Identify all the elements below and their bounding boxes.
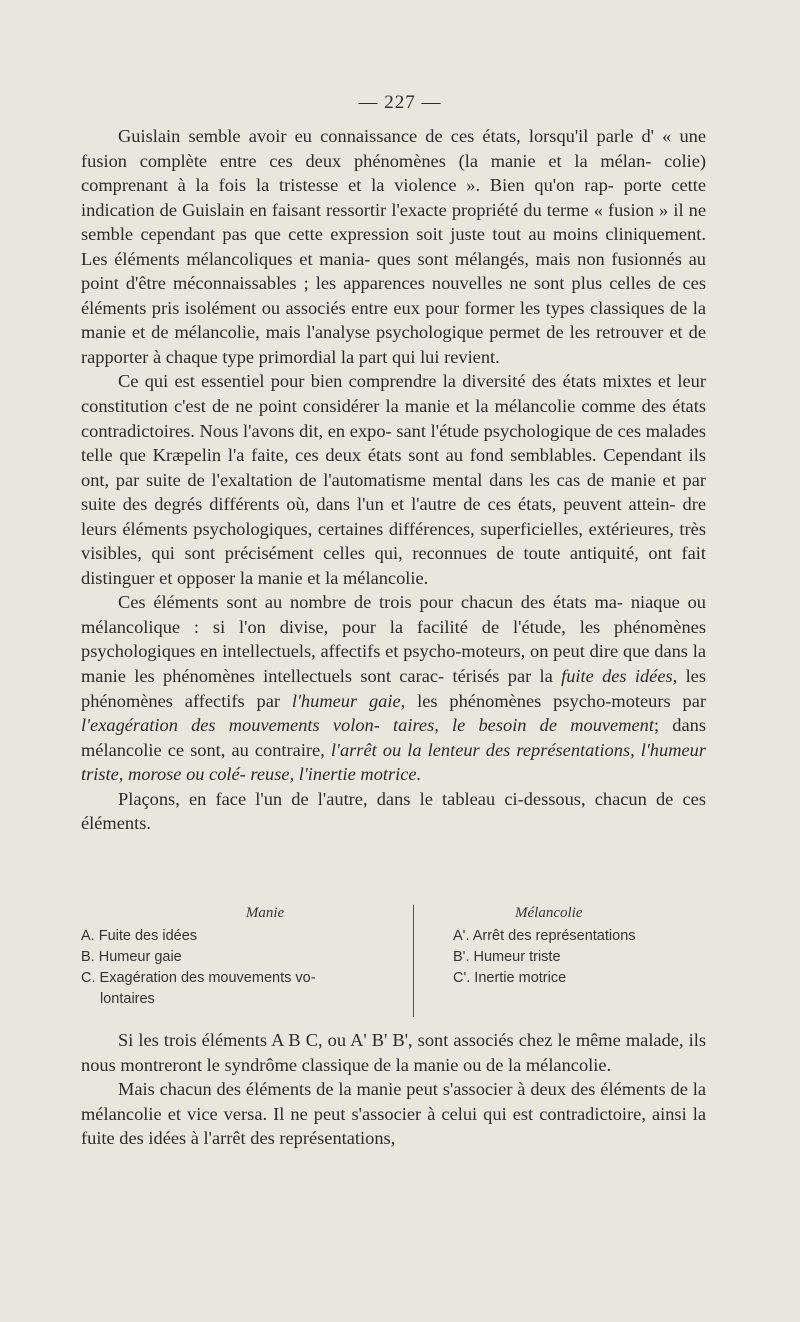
text-line: Ces éléments sont au nombre de trois pour chacun des états ma- [118,592,624,613]
text-line: niaque ou mélancolique : si l'on divise, pour la facilité de l'étude, les [81,592,706,637]
italic-term: fuite des idées [561,666,673,687]
text-line: mélancolie comme des états contradictoires. Nous l'avons dit, en expo- [81,396,706,441]
text-line: porte cette indication de Guislain en faisant ressortir l'exacte propriété [81,175,706,220]
text-line: l'exaltation de l'automatisme mental dans les cas de manie et par suite [81,469,706,515]
text-line: du terme « fusion » il ne semble cependant pas que cette expression soit [81,199,706,245]
text-line: les phénomènes psycho-moteurs par [417,690,706,711]
text-line: ces deux états sont au fond semblables. Cependant ils ont, par suite de [81,445,706,490]
column-divider [413,905,414,1017]
column-heading: Mélancolie [515,905,583,921]
text-line: Guislain semble avoir eu connaissance de ces états, lorsqu'il parle [118,126,634,146]
main-text [81,124,706,836]
text-line: mixtes et leur constitution c'est de ne point considérer la manie et la [81,371,706,417]
text-line: Si les trois éléments A B C, ou A' B' B', sont associés chez le même [118,1030,621,1050]
text-line: ques sont mélangés, mais non fusionnés au point d'être méconnaissables ; [81,248,706,294]
text-line: dre leurs éléments psychologiques, certaines différences, superficielles, [81,494,706,539]
table-entry: A'. Arrêt des représentations [453,928,636,944]
italic-term: l'humeur gaie, [291,690,406,711]
paragraph-1 [81,124,706,369]
text-line: on peut dire que dans la manie les phénomènes intellectuels sont carac- [81,641,706,687]
table-entry: B'. Humeur triste [453,949,561,965]
paragraph-6 [81,1077,706,1151]
text-line: térisés par la [452,666,562,687]
text-line: Ce qui est essentiel pour bien comprendre la diversité des états [118,371,597,392]
text-line: mélancolie, mais l'analyse psychologique permet de les retrouver et de [174,322,706,343]
text-line: éléments de la mélancolie et vice versa. Il ne peut s'associer à celui qui [81,1079,706,1124]
text-line: , les phénomènes affectifs par [81,666,706,711]
paragraph-4 [81,787,706,836]
text-line: malade, ils nous montreront le syndrôme classique de la manie ou de la [81,1030,706,1075]
italic-term: reuse, l'inertie motrice. [250,764,422,785]
table-entry: A. Fuite des idées [81,928,198,944]
text-line: colie) comprenant à la fois la tristesse et la violence ». Bien qu'on rap- [81,150,706,196]
text-line: mélancolie. [525,1054,612,1075]
column-heading: Manie [245,905,285,921]
paragraph-3 [81,590,706,786]
table-column-manie [81,903,399,1010]
text-line: sant l'étude psychologique de ces malades telle que Kræpelin l'a faite, [81,420,706,466]
table-column-melancolie [453,903,703,989]
bottom-text [81,1028,706,1151]
text-line: toute antiquité, ont fait distinguer et opposer la manie et la mélancolie. [81,543,706,588]
text-line: juste tout au moins cliniquement. Les éléments mélancoliques et mania- [81,224,706,269]
text-line: des degrés différents où, dans l'un et l'autre de ces états, peuvent attein- [122,494,676,515]
text-line: les apparences nouvelles ne sont plus celles de ces éléments pris isolément [81,273,706,318]
paragraph-2 [81,369,706,590]
text-line: extérieures, très visibles, qui sont précisément celles qui, reconnues de [81,518,706,564]
italic-term: l'exagération des mouvements volon- [81,715,380,736]
text-line: d' « une fusion complète entre ces deux phénomènes (la manie et la mélan- [81,126,707,171]
paragraph-5 [81,1028,706,1077]
text-line: rapporter à chaque type primordial la part qui lui revient. [81,346,500,367]
table-entry: C. Exagération des mouvements vo- [81,970,316,986]
table-entry-continuation: lontaires [100,991,155,1007]
text-line: ou associés entre eux pour former les types classiques de la manie et de [81,297,706,343]
text-line: ; dans mélancolie ce sont, au contraire, [81,715,706,760]
text-line: Mais chacun des éléments de la manie peut s'associer à deux des [118,1079,596,1100]
page-number: — 227 — [358,92,442,113]
text-line: Plaçons, en face l'un de l'autre, dans le tableau ci-dessous, chacun [118,788,647,809]
text-line: phénomènes psychologiques en intellectuels, affectifs et psycho-moteurs, [81,616,706,662]
text-line: de ces éléments. [81,788,706,834]
table-entry: B. Humeur gaie [81,949,182,965]
italic-term: taires, le besoin de mouvement [393,715,654,736]
text-line: est contradictoire, ainsi la fuite des idées à l'arrêt des représentations, [81,1103,706,1149]
italic-term: l'arrêt ou la lenteur des représentations, l'humeur triste, morose ou colé- [81,739,706,785]
table-entry: C'. Inertie motrice [453,970,567,986]
